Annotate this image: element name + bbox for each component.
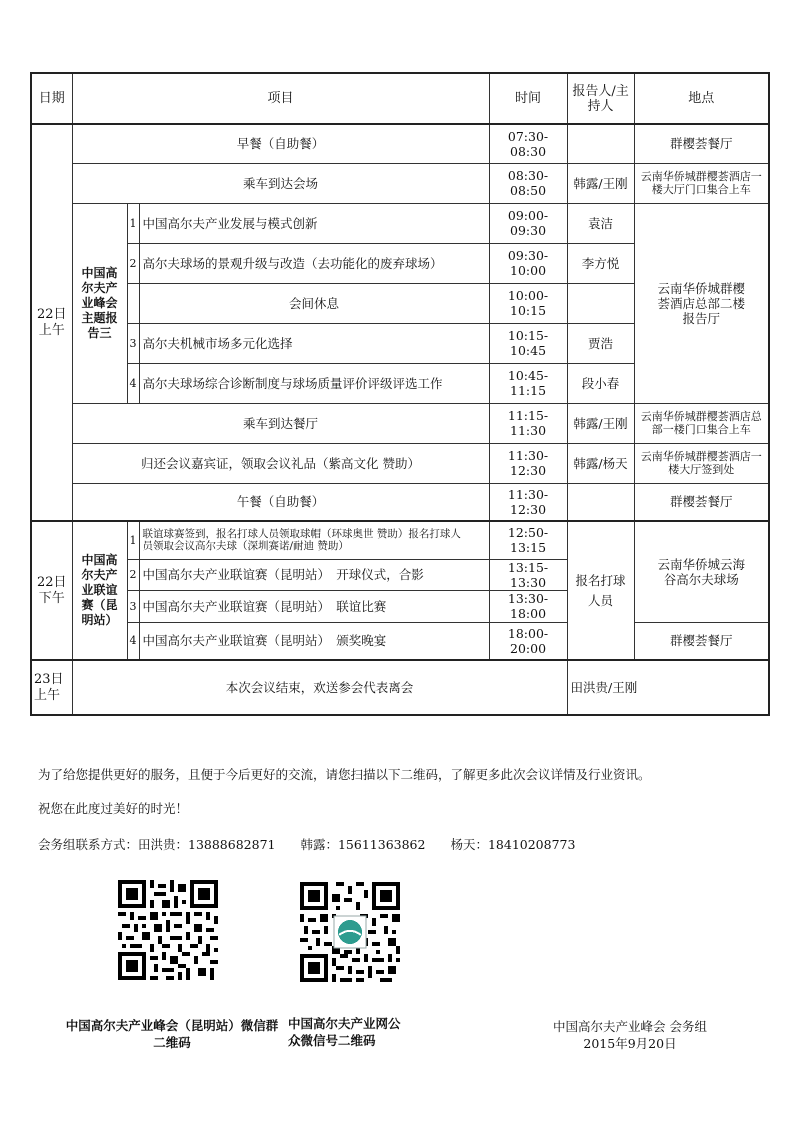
table-row (31, 124, 769, 163)
row-venue: 云南华侨城群樱荟酒店一楼大厅门口集合上车 (634, 163, 769, 203)
qr-caption-text: 中国高尔夫产业网公众微信号二维码 (288, 1016, 401, 1048)
forum-venue: 云南华侨城群樱荟酒店总部二楼报告厅 (634, 203, 769, 403)
row-item: 中国高尔夫产业联谊赛（昆明站） 开球仪式，合影 (139, 559, 489, 590)
row-number: 3 (127, 323, 139, 363)
row-speaker: 贾浩 (567, 323, 634, 363)
row-time: 18:00-20:00 (489, 622, 567, 660)
table-row (31, 660, 769, 715)
qr-code-icon (300, 882, 400, 982)
table-row (31, 163, 769, 203)
header-speaker: 报告人/主持人 (567, 73, 634, 124)
match-group-label: 中国高尔夫产业联谊赛（昆明站） (72, 521, 127, 660)
row-speaker: 韩露/杨天 (567, 443, 634, 483)
qr-caption-text: 中国高尔夫产业峰会（昆明站）微信群二维码 (65, 1018, 279, 1050)
wechat-group-qr-code (118, 880, 218, 980)
row-item: 联谊球赛签到，报名打球人员领取球帽（环球奥世 赞助）报名打球人员领取会议高尔夫球（深圳赛诺/耐迪 赞助） (139, 521, 489, 559)
qr-code-icon (118, 880, 218, 980)
row-speaker (567, 483, 634, 521)
row-item: 中国高尔夫产业联谊赛（昆明站） 颁奖晚宴 (139, 622, 489, 660)
row-number: 3 (127, 590, 139, 622)
row-item: 午餐（自助餐） (72, 483, 489, 521)
header-venue: 地点 (634, 73, 769, 124)
row-item: 高尔夫球场的景观升级与改造（去功能化的废弃球场） (139, 243, 489, 283)
row-time: 09:30-10:00 (489, 243, 567, 283)
signature-date: 2015年9月20日 (583, 1036, 677, 1051)
date-day1-morning: 22日上午 (31, 124, 72, 521)
row-item: 高尔夫机械市场多元化选择 (139, 323, 489, 363)
header-item: 项目 (72, 73, 489, 124)
signature-org: 中国高尔夫产业峰会 会务组 (553, 1019, 707, 1034)
date-day1-afternoon: 22日下午 (31, 521, 72, 660)
row-time: 10:15-10:45 (489, 323, 567, 363)
row-item: 中国高尔夫产业联谊赛（昆明站） 联谊比赛 (139, 590, 489, 622)
row-item: 乘车到达会场 (72, 163, 489, 203)
wechat-group-qr-caption (60, 1017, 280, 1051)
row-speaker: 韩露/王刚 (567, 403, 634, 443)
row-time: 10:00-10:15 (489, 283, 567, 323)
row-time: 12:50-13:15 (489, 521, 567, 559)
row-item: 乘车到达餐厅 (72, 403, 489, 443)
row-time: 13:15-13:30 (489, 559, 567, 590)
signature-block (540, 1018, 720, 1052)
match-venue-dinner: 群樱荟餐厅 (634, 622, 769, 660)
row-time: 08:30-08:50 (489, 163, 567, 203)
date-day2-morning: 23日上午 (31, 660, 72, 715)
schedule-table (30, 72, 770, 716)
row-item: 早餐（自助餐） (72, 124, 489, 163)
official-account-qr-code (300, 882, 400, 982)
table-row (31, 483, 769, 521)
row-speaker: 田洪贵/王刚 (567, 660, 769, 715)
row-speaker: 韩露/王刚 (567, 163, 634, 203)
row-item: 本次会议结束，欢送参会代表离会 (72, 660, 567, 715)
row-time: 11:30-12:30 (489, 483, 567, 521)
row-item: 中国高尔夫产业发展与模式创新 (139, 203, 489, 243)
table-row (31, 622, 769, 660)
row-number: 4 (127, 622, 139, 660)
row-venue: 云南华侨城群樱荟酒店一楼大厅签到处 (634, 443, 769, 483)
table-row (31, 521, 769, 559)
row-time: 09:00-09:30 (489, 203, 567, 243)
row-number (127, 283, 139, 323)
match-speaker: 报名打球人员 (567, 521, 634, 660)
forum-group-label: 中国高尔夫产业峰会主题报告三 (72, 203, 127, 403)
row-item: 归还会议嘉宾证，领取会议礼品（紫高文化 赞助） (72, 443, 489, 483)
table-header-row (31, 73, 769, 124)
row-speaker (567, 124, 634, 163)
row-item: 会间休息 (139, 283, 489, 323)
row-speaker: 李方悦 (567, 243, 634, 283)
note-scan-qr: 为了给您提供更好的服务，且便于今后更好的交流，请您扫描以下二维码，了解更多此次会议详情及行业资讯。 (38, 767, 651, 782)
row-number: 2 (127, 243, 139, 283)
note-wishes: 祝您在此度过美好的时光！ (38, 801, 189, 816)
table-row (31, 403, 769, 443)
note-contacts: 会务组联系方式：田洪贵：13888682871 韩露：15611363862 杨天：18410208773 (38, 837, 576, 852)
row-item: 高尔夫球场综合诊断制度与球场质量评价评级评选工作 (139, 363, 489, 403)
row-venue: 群樱荟餐厅 (634, 124, 769, 163)
row-time: 07:30-08:30 (489, 124, 567, 163)
match-venue-course: 云南华侨城云海谷高尔夫球场 (634, 521, 769, 622)
row-number: 1 (127, 203, 139, 243)
row-number: 1 (127, 521, 139, 559)
row-speaker: 袁洁 (567, 203, 634, 243)
row-number: 4 (127, 363, 139, 403)
row-venue: 群樱荟餐厅 (634, 483, 769, 521)
row-speaker (567, 283, 634, 323)
row-time: 10:45-11:15 (489, 363, 567, 403)
row-time: 11:15-11:30 (489, 403, 567, 443)
row-venue: 云南华侨城群樱荟酒店总部一楼门口集合上车 (634, 403, 769, 443)
official-account-qr-caption (288, 1015, 433, 1049)
row-time: 11:30-12:30 (489, 443, 567, 483)
table-row (31, 443, 769, 483)
row-time: 13:30-18:00 (489, 590, 567, 622)
table-row (31, 203, 769, 243)
header-date: 日期 (31, 73, 72, 124)
header-time: 时间 (489, 73, 567, 124)
row-number: 2 (127, 559, 139, 590)
row-speaker: 段小春 (567, 363, 634, 403)
